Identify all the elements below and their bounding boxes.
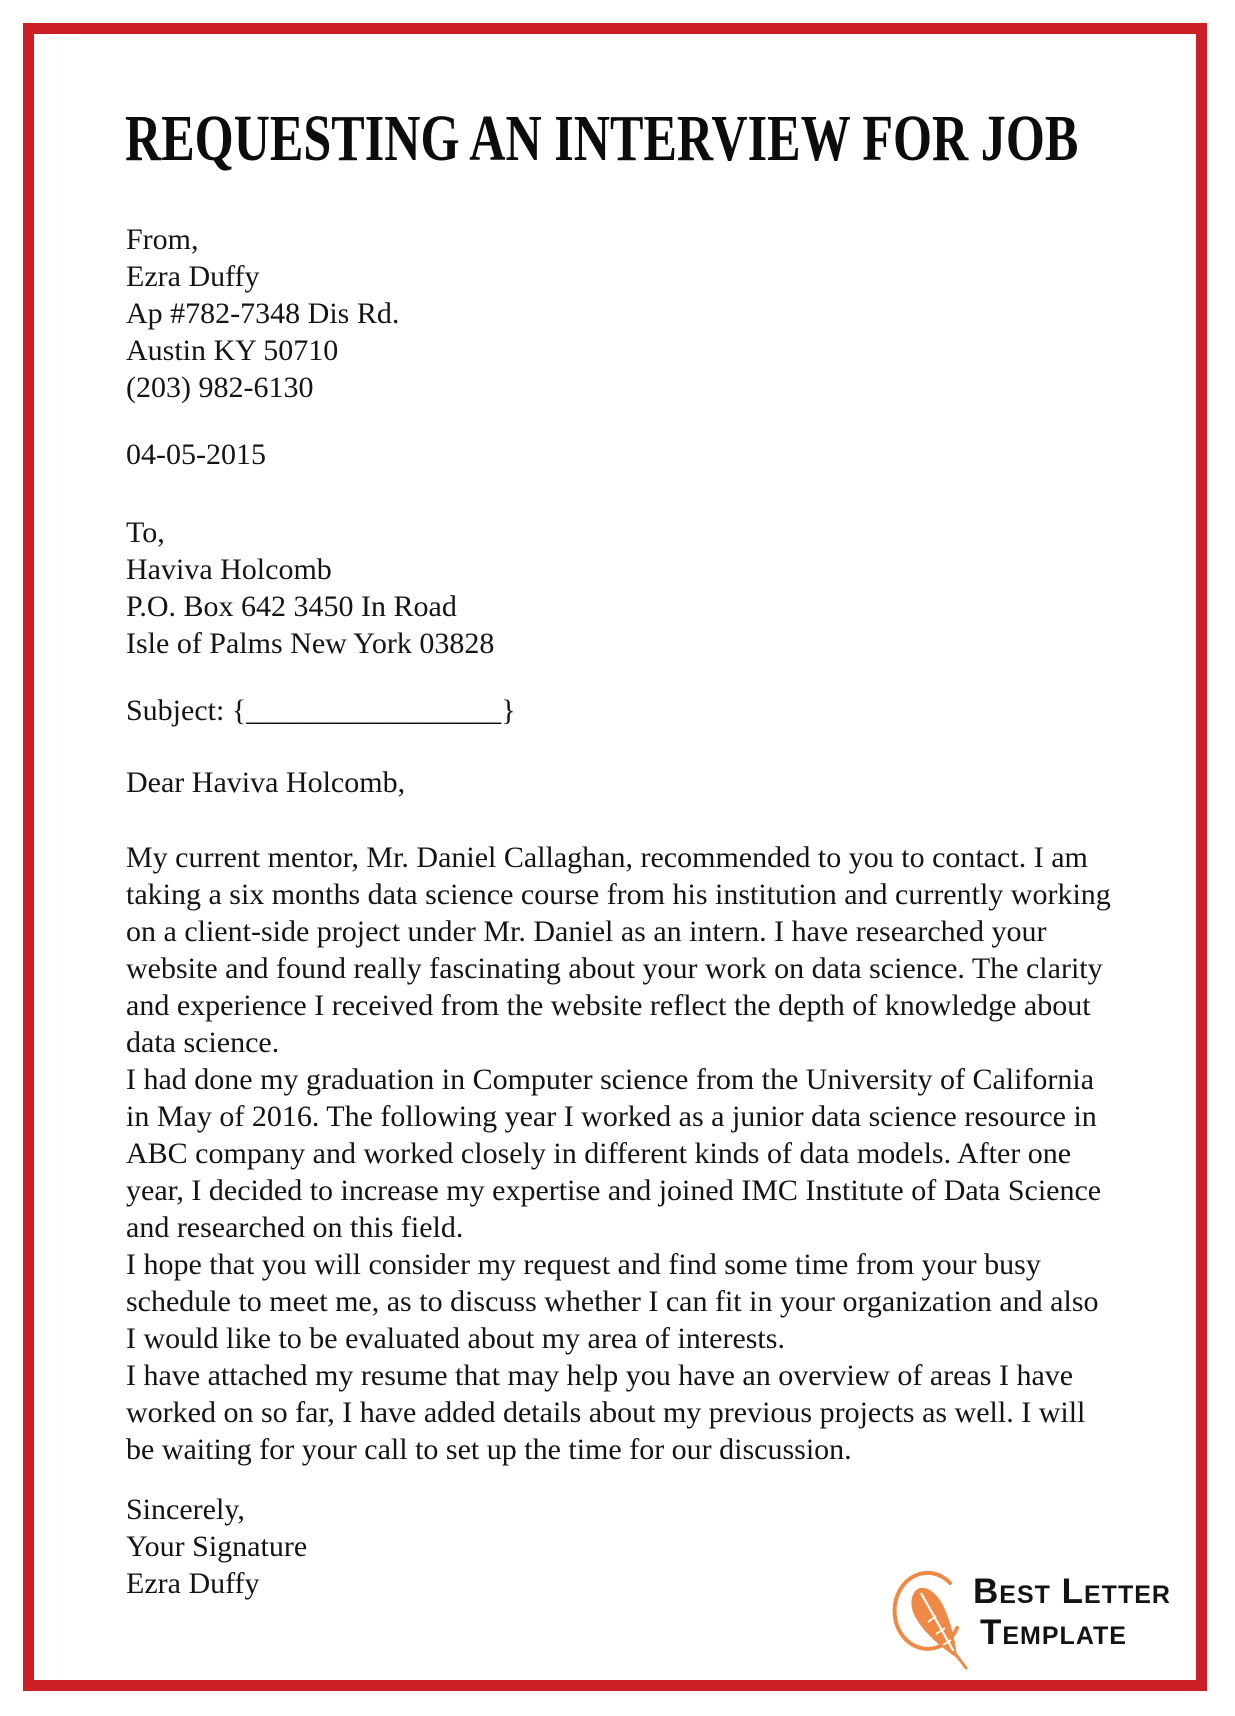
feather-icon — [890, 1570, 972, 1670]
body-line: I would like to be evaluated about my area of interests. — [126, 1322, 785, 1355]
body-line: and experience I received from the website reflect the depth of knowledge about — [126, 989, 1091, 1022]
body-line: worked on so far, I have added details about my previous projects as well. I will — [126, 1396, 1086, 1429]
recipient-address-line: Isle of Palms New York 03828 — [126, 627, 495, 660]
sender-block — [126, 221, 399, 406]
body-line: on a client-side project under Mr. Daniel as an intern. I have researched your — [126, 915, 1047, 948]
body-line: I have attached my resume that may help you have an overview of areas I have — [126, 1359, 1074, 1392]
body-paragraph-4 — [126, 1357, 1111, 1468]
subject-label: Subject: — [126, 694, 225, 727]
sender-address-line: Ap #782-7348 Dis Rd. — [126, 297, 400, 330]
body-line: website and found really fascinating about your work on data science. The clarity — [126, 952, 1103, 985]
recipient-label: To, — [126, 516, 165, 549]
salutation: Dear Haviva Holcomb, — [126, 766, 406, 799]
body-line: year, I decided to increase my expertise and joined IMC Institute of Data Science — [126, 1174, 1102, 1207]
subject-blank-field: {_________________} — [231, 694, 516, 727]
body-line: I had done my graduation in Computer science from the University of California — [126, 1063, 1095, 1096]
recipient-block — [126, 514, 494, 662]
body-paragraph-3 — [126, 1246, 1111, 1357]
closing-signature: Your Signature — [126, 1530, 308, 1563]
letter-title: REQUESTING AN INTERVIEW FOR JOB — [125, 102, 1079, 175]
letter-date: 04-05-2015 — [126, 438, 266, 471]
body-line: and researched on this field. — [126, 1211, 464, 1244]
closing-name: Ezra Duffy — [126, 1567, 260, 1600]
sender-address-line: Austin KY 50710 — [126, 334, 339, 367]
letter-body — [126, 839, 1111, 1468]
body-line: be waiting for your call to set up the time for our discussion. — [126, 1433, 852, 1466]
best-letter-template-logo — [890, 1570, 1210, 1670]
body-line: ABC company and worked closely in different kinds of data models. After one — [126, 1137, 1072, 1170]
sender-name: Ezra Duffy — [126, 260, 260, 293]
recipient-address-line: P.O. Box 642 3450 In Road — [126, 590, 457, 623]
logo-text-line2: Template — [980, 1613, 1127, 1652]
body-line: I hope that you will consider my request and find some time from your busy — [126, 1248, 1041, 1281]
body-line: data science. — [126, 1026, 280, 1059]
body-line: schedule to meet me, as to discuss whether I can fit in your organization and also — [126, 1285, 1099, 1318]
sender-label: From, — [126, 223, 199, 256]
logo-text — [973, 1571, 1171, 1653]
body-paragraph-1 — [126, 839, 1111, 1061]
body-line: taking a six months data science course from his institution and currently working — [126, 878, 1111, 911]
closing-block — [126, 1491, 307, 1602]
closing-sincerely: Sincerely, — [126, 1493, 245, 1526]
body-line: My current mentor, Mr. Daniel Callaghan, recommended to you to contact. I am — [126, 841, 1088, 874]
subject-line — [126, 692, 516, 729]
body-paragraph-2 — [126, 1061, 1111, 1246]
body-line: in May of 2016. The following year I worked as a junior data science resource in — [126, 1100, 1097, 1133]
recipient-name: Haviva Holcomb — [126, 553, 332, 586]
logo-text-line1: Best Letter — [973, 1572, 1171, 1611]
sender-phone: (203) 982-6130 — [126, 371, 314, 404]
